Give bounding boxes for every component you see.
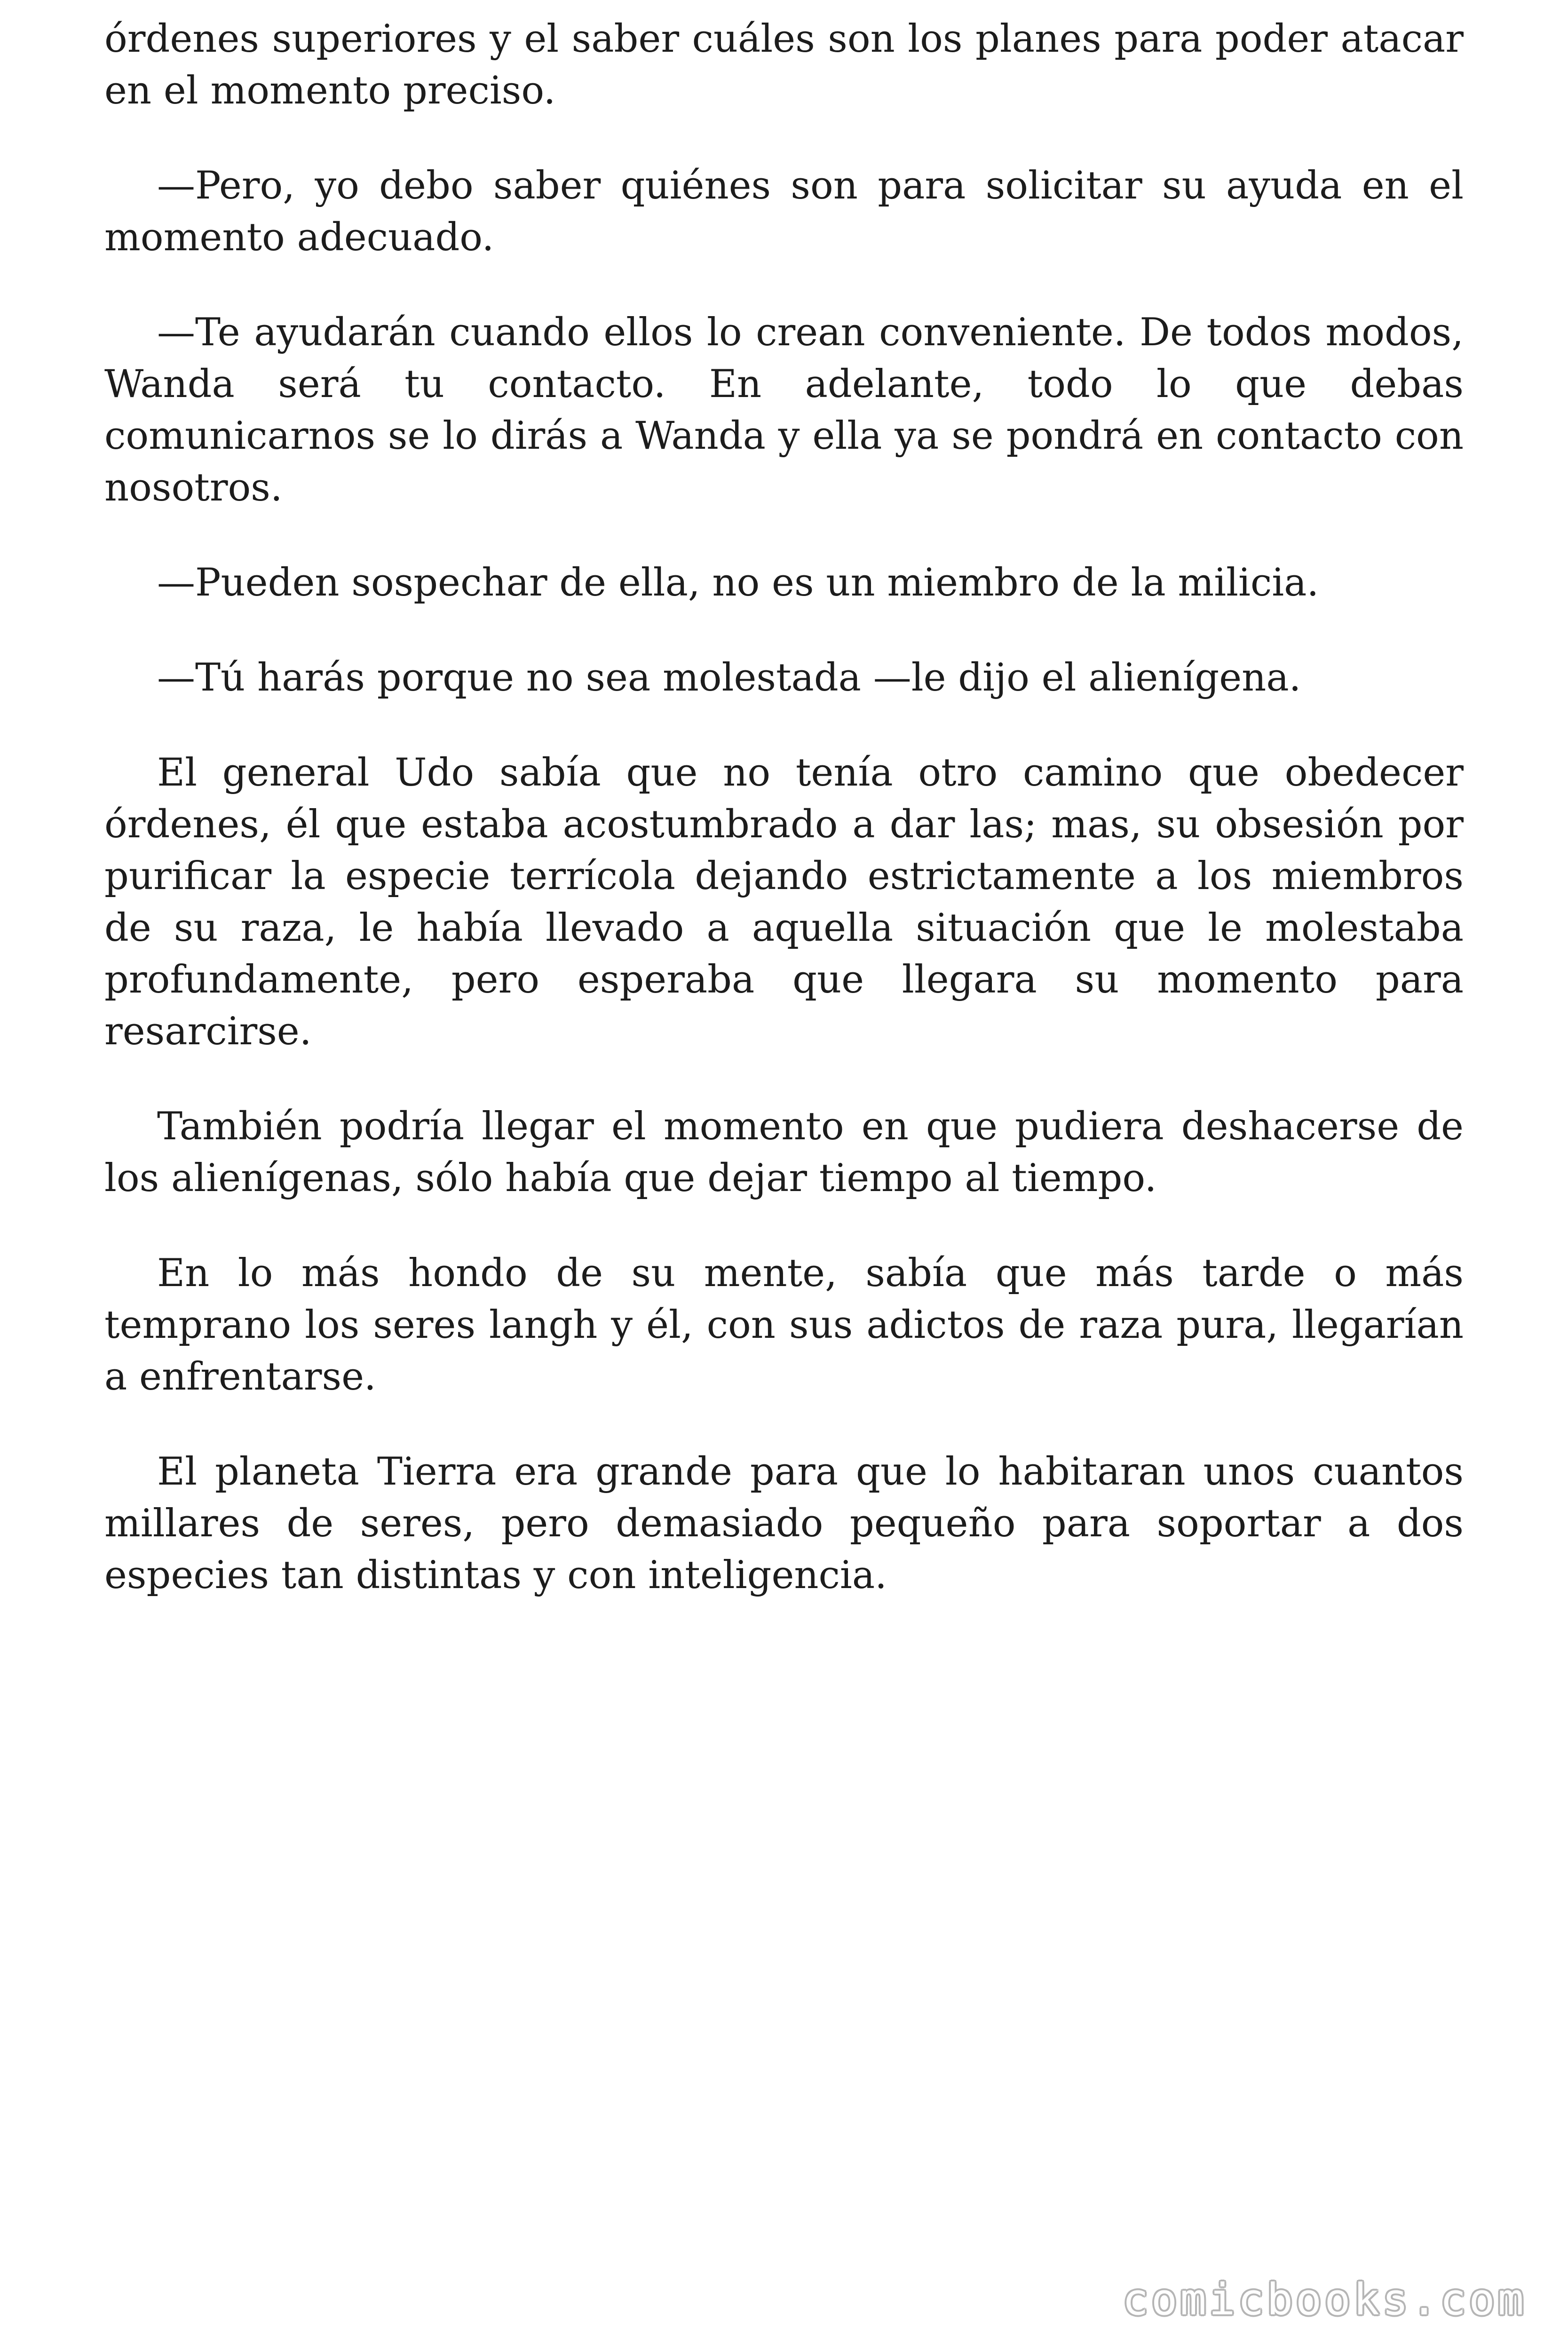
paragraph-9: El planeta Tierra era grande para que lo habitaran unos cuantos millares de seres, pero demasiado pequeño para soportar a dos especies tan distintas y con inteligencia.	[104, 1450, 1464, 1597]
paragraph-5: —Tú harás porque no sea molestada —le dijo el alienígena.	[157, 656, 1301, 700]
watermark: comicbooks.com	[1122, 2274, 1527, 2325]
paragraph-6: El general Udo sabía que no tenía otro camino que obedecer órdenes, él que estaba acostumbrado a dar las; mas, su obsesión por purificar la especie terrícola dejando estrictamente a los miembros de su raza, le había llevado a aquella situación que le molestaba profundamente, pero esperaba que llegara su momento para resarcirse.	[104, 751, 1464, 1054]
page-body-text	[104, 13, 1464, 1645]
paragraph-1: órdenes superiores y el saber cuáles son los planes para poder atacar en el momento preciso.	[104, 17, 1464, 113]
paragraph-4: —Pueden sospechar de ella, no es un miembro de la milicia.	[157, 561, 1319, 605]
paragraph-8: En lo más hondo de su mente, sabía que más tarde o más temprano los seres langh y él, con sus adictos de raza pura, llegarían a enfrentarse.	[104, 1251, 1464, 1399]
paragraph-3: —Te ayudarán cuando ellos lo crean conveniente. De todos modos, Wanda será tu contacto. En adelante, todo lo que debas comunicarnos se lo dirás a Wanda y ella ya se pondrá en contacto con nosotros.	[104, 310, 1464, 510]
paragraph-7: También podría llegar el momento en que pudiera deshacerse de los alienígenas, sólo había que dejar tiempo al tiempo.	[104, 1104, 1464, 1200]
paragraph-2: —Pero, yo debo saber quiénes son para solicitar su ayuda en el momento adecuado.	[104, 164, 1464, 260]
